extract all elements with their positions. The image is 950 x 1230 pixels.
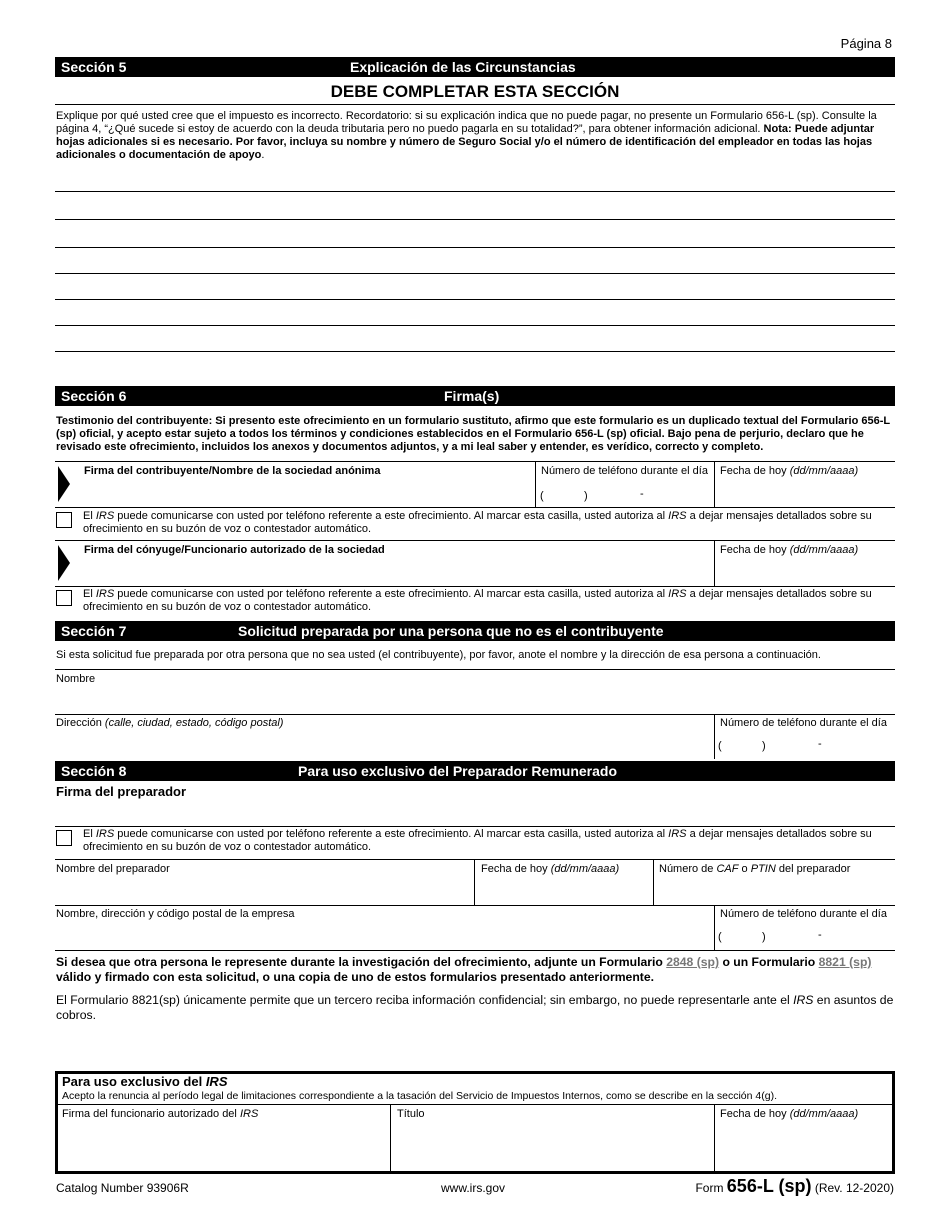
signature-arrow-icon	[58, 466, 70, 502]
form-8821-link[interactable]: 8821 (sp)	[818, 955, 872, 969]
irs-date-label: Fecha de hoy (dd/mm/aaaa)	[720, 1108, 859, 1120]
form-8821-note: El Formulario 8821(sp) únicamente permite que un tercero reciba información confidencial; sin embargo, no puede representarle ante el IRS en asuntos de cobros.	[56, 993, 894, 1022]
form-identifier: Form 656-L (sp) (Rev. 12-2020)	[695, 1176, 894, 1196]
spouse-signature-field[interactable]	[80, 541, 714, 586]
non-taxpayer-phone-label: Número de teléfono durante el día	[720, 717, 887, 729]
voicemail-consent-checkbox-spouse[interactable]	[56, 590, 72, 606]
taxpayer-phone-field[interactable]: ( ) -	[540, 488, 644, 502]
divider	[55, 507, 895, 508]
taxpayer-testimony: Testimonio del contribuyente: Si presento este ofrecimiento en un formulario sustituto, afirmo que este formulario es un duplicado textual del Formulario 656-L (sp) oficial, y acepto estar sujeto a todos los términos y condiciones establecidos en el Formulario 656-L (sp) oficial. Bajo pena de perjurio, declaro que he revisado este ofrecimiento, incluidos los anexos y documentos adjuntos, y a mi leal saber y entender, es verídico, correcto y completo.	[56, 415, 890, 453]
preparer-signature-field[interactable]	[55, 800, 895, 825]
voicemail-consent-text: El IRS puede comunicarse con usted por teléfono referente a este ofrecimiento. Al marcar esta casilla, usted autoriza al IRS a dejar mensajes detallados sobre su ofrecimiento en su buzón de voz o contestador automático.	[83, 588, 872, 613]
explanation-line-3[interactable]	[55, 247, 895, 248]
taxpayer-date-field[interactable]	[715, 480, 895, 506]
explanation-line-4[interactable]	[55, 273, 895, 274]
irs-date-field[interactable]	[715, 1122, 892, 1171]
divider	[55, 905, 895, 906]
divider	[55, 669, 895, 670]
explanation-line-5[interactable]	[55, 299, 895, 300]
section8-title: Para uso exclusivo del Preparador Remunerado	[298, 763, 618, 779]
section7-intro: Si esta solicitud fue preparada por otra persona que no sea usted (el contribuyente), por favor, anote el nombre y la dirección de esa persona a continuación.	[56, 649, 821, 661]
section8-header	[55, 761, 895, 781]
section7-header	[55, 621, 895, 641]
section5-subtitle: DEBE COMPLETAR ESTA SECCIÓN	[330, 82, 620, 101]
preparer-phone-label: Número de teléfono durante el día	[720, 908, 887, 920]
divider	[55, 714, 895, 715]
preparer-date-label: Fecha de hoy (dd/mm/aaaa)	[481, 863, 620, 875]
non-taxpayer-phone-field[interactable]: ( ) -	[718, 738, 822, 752]
section5-number: Sección 5	[61, 59, 127, 75]
preparer-signature-label: Firma del preparador	[56, 784, 187, 799]
explanation-line-2[interactable]	[55, 219, 895, 220]
irs-box-title: Para uso exclusivo del IRS	[62, 1074, 228, 1089]
non-taxpayer-address-label: Dirección (calle, ciudad, estado, código postal)	[56, 717, 284, 729]
form-2848-link[interactable]: 2848 (sp)	[666, 955, 720, 969]
explanation-line-6[interactable]	[55, 325, 895, 326]
irs-official-signature-label: Firma del funcionario autorizado del IRS	[62, 1108, 259, 1120]
divider	[55, 586, 895, 587]
spouse-date-label: Fecha de hoy (dd/mm/aaaa)	[720, 544, 859, 556]
taxpayer-phone-label: Número de teléfono durante el día	[541, 465, 708, 477]
taxpayer-signature-field[interactable]	[80, 462, 535, 507]
section7-number: Sección 7	[61, 623, 127, 639]
irs-website: www.irs.gov	[441, 1181, 506, 1195]
non-taxpayer-address-field[interactable]	[55, 731, 714, 758]
spouse-signature-label: Firma del cónyuge/Funcionario autorizado de la sociedad	[84, 544, 385, 556]
preparer-caf-ptin-label: Número de CAF o PTIN del preparador	[659, 863, 851, 875]
preparer-date-field[interactable]	[475, 877, 653, 904]
taxpayer-signature-label: Firma del contribuyente/Nombre de la sociedad anónima	[84, 465, 381, 477]
non-taxpayer-name-label: Nombre	[56, 673, 96, 685]
preparer-firm-field[interactable]	[55, 922, 714, 949]
explanation-line-1[interactable]	[55, 191, 895, 192]
preparer-name-field[interactable]	[55, 877, 474, 904]
section5-instructions: Explique por qué usted cree que el impuesto es incorrecto. Recordatorio: si su explicación indica que no puede pagar, no presente un Formulario 656-L (sp). Consulte la página 4, “¿Qué sucede si estoy de acuerdo con la deuda tributaria pero no puedo pagarla en su totalidad?”, para obtener información adicional. Nota: Puede adjuntar hojas adicionales si es necesario. Por favor, incluya su nombre y número de Seguro Social y/o el número de identificación del empleador en todas las hojas adicionales o documentación de apoyo.	[56, 110, 877, 161]
page-number: Página 8	[840, 36, 892, 51]
section8-number: Sección 8	[61, 763, 127, 779]
voicemail-consent-text: El IRS puede comunicarse con usted por teléfono referente a este ofrecimiento. Al marcar esta casilla, usted autoriza al IRS a dejar mensajes detallados sobre su ofrecimiento en su buzón de voz o contestador automático.	[83, 510, 872, 535]
section6-header	[55, 386, 895, 406]
divider	[55, 950, 895, 951]
irs-title-label: Título	[397, 1108, 425, 1120]
preparer-name-label: Nombre del preparador	[56, 863, 170, 875]
section6-title: Firma(s)	[444, 388, 500, 404]
spouse-date-field[interactable]	[715, 558, 895, 585]
section5-header	[55, 57, 895, 77]
signature-arrow-icon	[58, 545, 70, 581]
voicemail-consent-text: El IRS puede comunicarse con usted por teléfono referente a este ofrecimiento. Al marcar esta casilla, usted autoriza al IRS a dejar mensajes detallados sobre su ofrecimiento en su buzón de voz o contestador automático.	[83, 828, 872, 853]
section7-title: Solicitud preparada por una persona que no es el contribuyente	[238, 623, 664, 639]
section6-number: Sección 6	[61, 388, 127, 404]
irs-title-field[interactable]	[391, 1122, 714, 1171]
non-taxpayer-name-field[interactable]	[55, 686, 895, 713]
irs-official-signature-field[interactable]	[58, 1122, 390, 1171]
preparer-caf-ptin-field[interactable]	[654, 877, 895, 904]
irs-waiver-text: Acepto la renuncia al período legal de limitaciones correspondiente a la tasación del Servicio de Impuestos Internos, como se describe en la sección 4(g).	[62, 1090, 777, 1102]
divider	[55, 859, 895, 860]
taxpayer-date-label: Fecha de hoy (dd/mm/aaaa)	[720, 465, 859, 477]
divider	[55, 826, 895, 827]
section5-title: Explicación de las Circunstancias	[350, 59, 576, 75]
preparer-phone-field[interactable]: ( ) -	[718, 929, 822, 943]
explanation-line-7[interactable]	[55, 351, 895, 352]
divider	[55, 1104, 895, 1105]
catalog-number: Catalog Number 93906R	[56, 1181, 189, 1195]
voicemail-consent-checkbox-taxpayer[interactable]	[56, 512, 72, 528]
representation-note: Si desea que otra persona le represente durante la investigación del ofrecimiento, adjunte un Formulario 2848 (sp) o un Formulario 8821 (sp) válido y firmado con esta solicitud, o una copia de uno de estos formularios presentado anteriormente.	[56, 955, 872, 984]
divider	[55, 104, 895, 105]
preparer-firm-label: Nombre, dirección y código postal de la empresa	[56, 908, 295, 920]
voicemail-consent-checkbox-preparer[interactable]	[56, 830, 72, 846]
